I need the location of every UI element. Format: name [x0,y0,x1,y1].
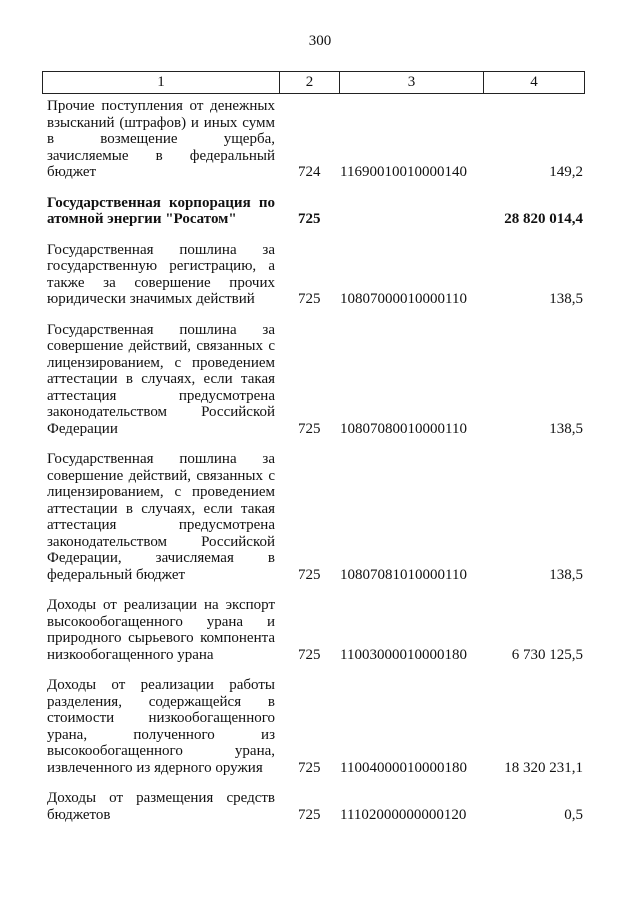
table-row [47,597,587,663]
description-line: лицензированием, с проведением [47,484,275,500]
amount: 18 320 231,1 [504,759,583,776]
table-row [47,677,587,776]
row-description [47,451,275,583]
description-line: лицензированием, с проведением [47,354,275,371]
row-description [47,98,275,181]
description-line: Федерации, зачисляемая в [47,550,275,566]
header-col-2: 2 [280,72,340,93]
description-line: аттестации в случаях, если такая [47,500,275,517]
description-line: извлеченного из ядерного оружия [47,759,263,776]
description-line: в возмещение ущерба, [47,131,275,147]
budget-classification-code: 11690010010000140 [340,164,467,180]
header-col-3: 3 [340,72,484,93]
description-line: атомной энергии "Росатом" [47,211,237,227]
admin-code: 725 [298,420,321,437]
description-line: государственную регистрацию, а [47,258,275,274]
table-row [47,790,587,823]
page-number: 300 [308,33,332,49]
description-line: низкообогащенного урана [47,646,214,663]
admin-code: 725 [298,211,321,227]
budget-classification-code: 10807081010000110 [340,566,467,583]
description-line: природного сырьевого компонента [47,630,275,646]
row-description [47,242,275,308]
table-row [47,451,587,583]
description-line: зачисляемые в федеральный [47,147,275,164]
description-line: Прочие поступления от денежных [47,98,275,114]
table-row [47,195,587,228]
description-line: урана, полученного из [47,726,275,743]
description-line: Доходы от реализации на экспорт [47,597,275,613]
description-line: совершение действий, связанных с [47,467,275,484]
admin-code: 724 [298,164,321,180]
amount: 138,5 [549,566,583,583]
description-line: взысканий (штрафов) и иных сумм [47,114,275,131]
table-header [42,71,585,94]
budget-classification-code: 10807080010000110 [340,420,467,437]
admin-code: 725 [298,759,321,776]
description-line: юридически значимых действий [47,291,255,307]
amount: 138,5 [549,420,583,437]
description-line: разделения, содержащейся в [47,693,275,710]
description-line: федеральный бюджет [47,566,186,583]
description-line: стоимости низкообогащенного [47,710,275,726]
description-line: Государственная пошлина за [47,241,275,258]
row-description [47,597,275,663]
description-line: Государственная пошлина за [47,451,275,467]
admin-code: 725 [298,806,321,823]
amount: 138,5 [549,291,583,307]
row-description [47,790,275,823]
row-description [47,195,275,228]
budget-classification-code: 11102000000000120 [340,806,467,823]
description-line: также за совершение прочих [47,274,275,291]
description-line: Федерации [47,420,118,437]
description-line: законодательством Российской [47,533,275,550]
header-col-4: 4 [530,74,538,90]
admin-code: 725 [298,291,321,307]
amount: 149,2 [549,164,583,180]
table-body [47,98,587,837]
description-line: Государственная корпорация по [47,194,275,211]
budget-classification-code: 11004000010000180 [340,759,467,776]
description-line: бюджетов [47,806,111,823]
amount: 0,5 [564,806,583,823]
header-col-1: 1 [43,72,280,93]
row-description [47,677,275,776]
description-line: бюджет [47,164,97,180]
description-line: высокообогащенного урана и [47,613,275,630]
description-line: Доходы от размещения средств [47,790,275,806]
description-line: совершение действий, связанных с [47,338,275,354]
description-line: аттестации в случаях, если такая [47,371,275,387]
table-row [47,322,587,438]
description-line: высокообогащенного урана, [47,743,275,759]
row-description [47,322,275,438]
description-line: Государственная пошлина за [47,321,275,338]
description-line: аттестация предусмотрена [47,387,275,404]
admin-code: 725 [298,646,321,663]
description-line: аттестация предусмотрена [47,517,275,533]
amount: 28 820 014,4 [504,211,583,227]
table-row [47,98,587,181]
description-line: Доходы от реализации работы [47,677,275,693]
description-line: законодательством Российской [47,404,275,420]
amount: 6 730 125,5 [511,646,583,663]
table-row [47,242,587,308]
admin-code: 725 [298,566,321,583]
budget-classification-code: 10807000010000110 [340,291,467,307]
budget-classification-code: 11003000010000180 [340,646,467,663]
